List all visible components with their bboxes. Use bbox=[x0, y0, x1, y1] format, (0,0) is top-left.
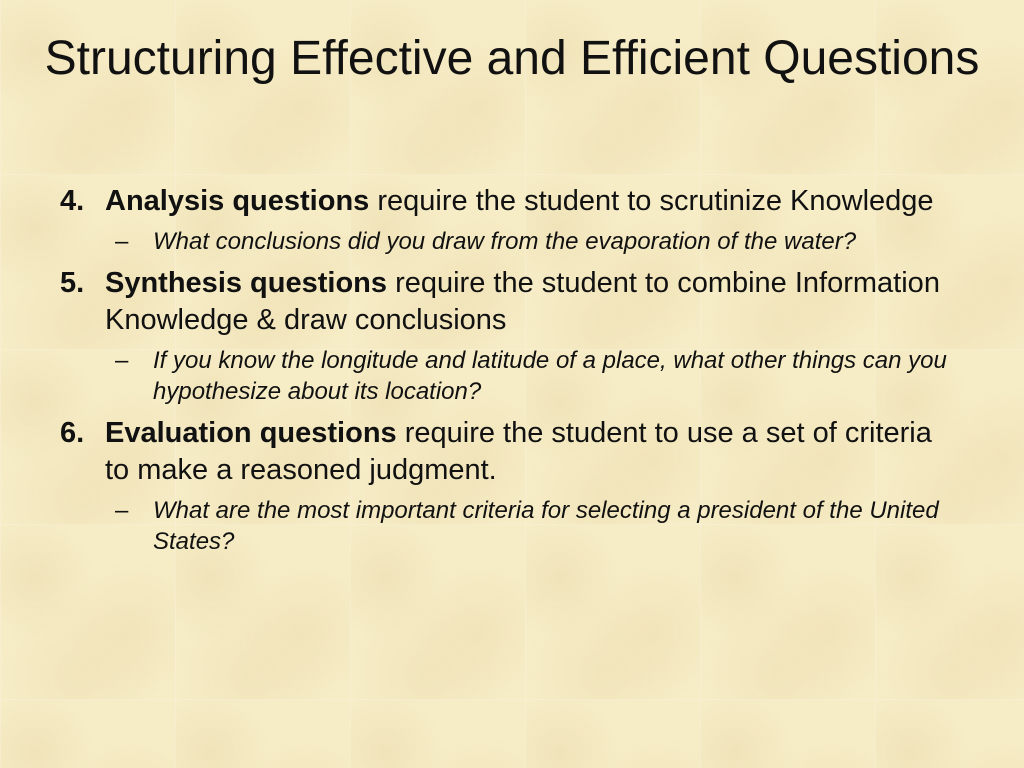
list-item-evaluation bbox=[60, 415, 960, 489]
item-description: require the student to combine Information Knowledge & draw conclusions bbox=[105, 267, 940, 336]
example-text: What are the most important criteria for selecting a president of the United States? bbox=[153, 497, 939, 555]
item-description: require the student to scrutinize Knowledge bbox=[369, 185, 934, 217]
item-term: Evaluation questions bbox=[105, 417, 397, 449]
sub-item-synthesis-example bbox=[115, 345, 960, 407]
item-text bbox=[105, 415, 960, 489]
dash-bullet: – bbox=[115, 228, 129, 255]
dash-bullet: – bbox=[115, 347, 129, 374]
list-item-analysis bbox=[60, 183, 960, 220]
item-number: 4. bbox=[60, 185, 85, 217]
item-number: 6. bbox=[60, 417, 85, 449]
item-number: 5. bbox=[60, 267, 85, 299]
item-term: Analysis questions bbox=[105, 185, 370, 217]
sub-item-evaluation-example bbox=[115, 495, 960, 557]
example-text: If you know the longitude and latitude of a place, what other things can you hypothesize about its location? bbox=[153, 347, 947, 405]
example-text: What conclusions did you draw from the evaporation of the water? bbox=[153, 228, 857, 255]
dash-bullet: – bbox=[115, 497, 129, 524]
item-text bbox=[105, 265, 960, 339]
item-description: require the student to use a set of criteria to make a reasoned judgment. bbox=[105, 417, 932, 486]
item-term: Synthesis questions bbox=[105, 267, 388, 299]
sub-item-analysis-example bbox=[115, 226, 960, 257]
slide-content bbox=[60, 183, 960, 557]
list-item-synthesis bbox=[60, 265, 960, 339]
slide-title: Structuring Effective and Efficient Questions bbox=[44, 32, 980, 85]
item-text bbox=[105, 183, 960, 220]
